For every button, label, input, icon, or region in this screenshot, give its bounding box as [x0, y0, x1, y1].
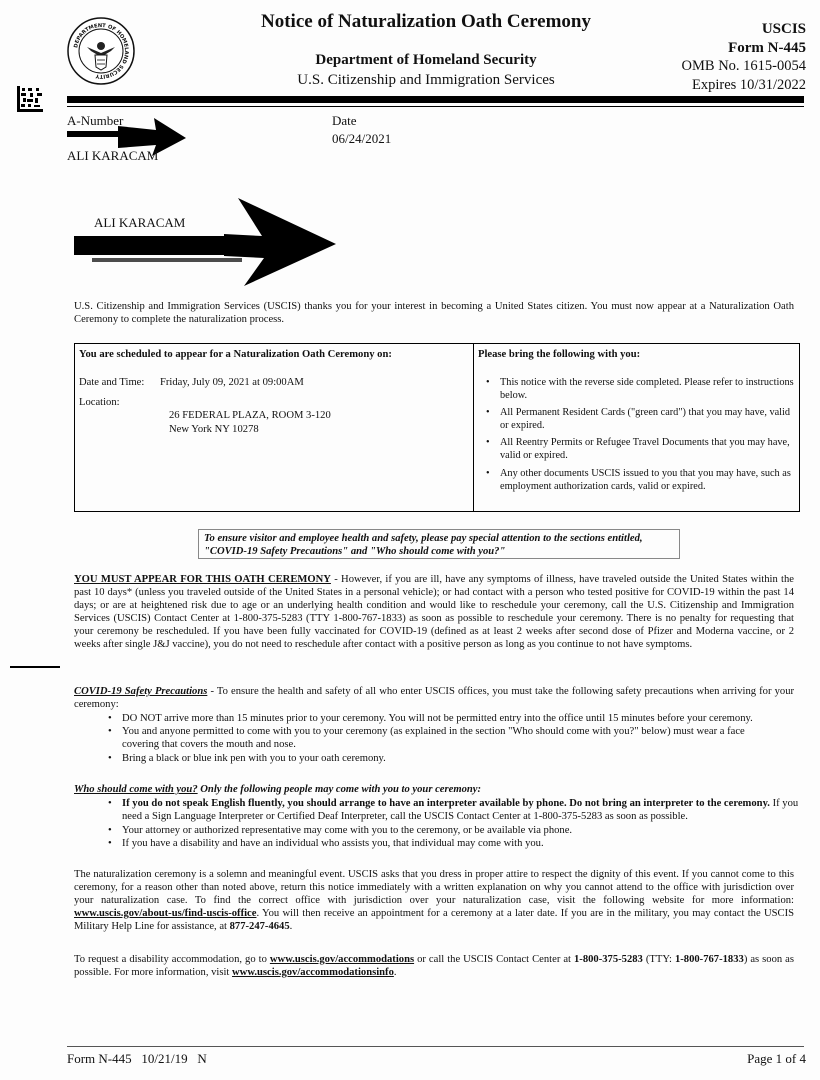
accommodations-link[interactable]: www.uscis.gov/accommodations — [269, 954, 415, 965]
disability-text-4: ) as soon as possible. For more information, visit — [74, 954, 794, 978]
solemn-text-2: . You will then receive an appointment for a ceremony at a later date. If you are in the military, you may contact the USCIS Military Help Line for assistance, at — [74, 908, 794, 932]
accommodations-info-link[interactable]: www.uscis.gov/accommodationsinfo — [232, 967, 394, 978]
solemn-text-3: . — [289, 921, 293, 932]
a-number-label: A-Number — [67, 113, 124, 128]
must-appear-body: - However, if you are ill, have any symptoms of illness, have traveled outside the United States within the past 10 days* (unless you traveled outside of the United States in a personal vehicle); or had contact with a person who tested positive for COVID-19 within the past 14 days; or are at heightened risk due to age or an underlying health condition and would like to reschedule your ceremony, call the U.S. Citizenship and Immigration Services (USCIS) Contact Center at 1-800-375-5283 (TTY 1-800-767-1833) as soon as possible to reschedule your ceremony. There is no penalty for requesting that your ceremony be rescheduled. If you have been fully vaccinated for COVID-19 (defined as at least 2 weeks after second dose of Pfizer and Moderna vaccine, or 2 weeks after single J&J vaccine), you do not need to reschedule after contact with a positive person as long as you continue to not have symptoms. — [74, 574, 794, 650]
who-section-heading — [74, 783, 794, 796]
mailing-name: ALI KARACAM — [94, 215, 186, 230]
must-appear-section — [74, 573, 794, 651]
covid-item: • Bring a black or blue ink pen with you to your oath ceremony. — [108, 752, 812, 765]
data-matrix-code — [17, 86, 43, 112]
find-office-link[interactable]: www.uscis.gov/about-us/find-uscis-office — [74, 908, 257, 919]
who-item1-rest: If you need a Sign Language Interpreter or Certified Deaf Interpreter, call the USCIS Contact Center at 1-800-375-5283 as soon as possible. — [122, 798, 799, 822]
footer-form-info: Form N-445 10/21/19 N — [67, 1051, 207, 1066]
who-item: • If you have a disability and have an individual who assists you, that individual may come with you. — [108, 837, 812, 850]
location-address-line1: 26 FEDERAL PLAZA, ROOM 3-120 — [169, 410, 331, 421]
applicant-name: ALI KARACAM — [67, 148, 159, 163]
military-help-phone: 877-247-4645 — [229, 921, 290, 932]
agency-name: U.S. Citizenship and Immigration Services — [297, 72, 555, 88]
covid-heading: COVID-19 Safety Precautions — [74, 686, 208, 697]
who-item1-bold: If you do not speak English fluently, you should arrange to have an interpreter available by phone. Do not bring an interpreter to the ceremony. — [122, 798, 770, 809]
margin-mark — [10, 666, 60, 668]
safety-notice-box — [198, 529, 680, 559]
disability-text-1: To request a disability accommodation, go to — [74, 954, 270, 965]
solemn-text-1: The naturalization ceremony is a solemn and meaningful event. USCIS asks that you dress in proper attire to respect the dignity of this event. If you cannot come to this ceremony, for a reason other than noted above, return this notice immediately with a written explanation on why you cannot attend to the office with jurisdiction over your naturalization case. To find the correct office with jurisdiction over your naturalization case, visit the following website for more information: — [74, 869, 794, 906]
covid-item: • DO NOT arrive more than 15 minutes prior to your ceremony. You will not be permitted entry into the office until 15 minutes before your ceremony. — [108, 712, 802, 725]
bring-item: • Any other documents USCIS issued to you that you may have, such as employment authorization cards, valid or expired. — [484, 468, 800, 493]
contact-center-phone: 1-800-375-5283 — [574, 954, 643, 965]
redaction-arrow-large — [224, 196, 340, 293]
form-number: Form N-445 — [728, 39, 806, 56]
bring-item: • All Permanent Resident Cards ("green card") that you may have, valid or expired. — [484, 407, 800, 432]
must-appear-heading: YOU MUST APPEAR FOR THIS OATH CEREMONY — [74, 574, 331, 585]
disability-text-3: (TTY: — [642, 954, 675, 965]
expiration-date: Expires 10/31/2022 — [692, 76, 806, 93]
bring-heading: Please bring the following with you: — [478, 349, 641, 360]
who-heading: Who should come with you? — [74, 784, 198, 795]
disability-text-5: . — [393, 967, 397, 978]
covid-item: • You and anyone permitted to come with you to your ceremony (as explained in the section "Who should come with you?" below) must wear a face covering that covers the mouth and nose. — [108, 725, 782, 751]
bring-panel — [474, 344, 799, 511]
bring-item: • All Reentry Permits or Refugee Travel Documents that you may have, valid or expired. — [484, 437, 800, 462]
intro-paragraph: U.S. Citizenship and Immigration Services (USCIS) thanks you for your interest in becoming a United States citizen. You must now appear at a Naturalization Oath Ceremony to complete the naturalization process. — [74, 301, 794, 325]
disability-text-2: or call the USCIS Contact Center at — [414, 954, 574, 965]
location-address-line2: New York NY 10278 — [169, 424, 259, 435]
date-label: Date — [332, 113, 357, 128]
who-item — [108, 797, 802, 823]
who-subheading: Only the following people may come with you to your ceremony: — [197, 784, 481, 795]
schedule-heading: You are scheduled to appear for a Naturalization Oath Ceremony on: — [79, 349, 392, 360]
schedule-panel — [75, 344, 474, 511]
location-label: Location: — [79, 397, 120, 408]
datetime-value: Friday, July 09, 2021 at 09:00AM — [160, 377, 304, 388]
address-redaction-2 — [92, 258, 242, 262]
solemn-paragraph — [74, 868, 794, 933]
form-identifier-block — [646, 20, 806, 94]
department-name: Department of Homeland Security — [315, 52, 537, 68]
safety-notice-line1: To ensure visitor and employee health and safety, please pay special attention to the sections entitled, — [204, 533, 643, 544]
form-agency: USCIS — [761, 21, 806, 37]
footer-divider — [67, 1046, 804, 1047]
bring-item: • This notice with the reverse side completed. Please refer to instructions below. — [484, 377, 800, 402]
page-title: Notice of Naturalization Oath Ceremony — [261, 11, 591, 32]
who-item: • Your attorney or authorized representative may come with you to the ceremony, or be available via phone. — [108, 824, 812, 837]
safety-notice-line2: "COVID-19 Safety Precautions" and "Who should come with you?" — [204, 546, 506, 557]
notice-date: 06/24/2021 — [332, 131, 392, 146]
header-divider-thick — [67, 96, 804, 103]
omb-number: OMB No. 1615-0054 — [681, 58, 806, 74]
covid-intro: - To ensure the health and safety of all who enter USCIS offices, you must take the following safety precautions when arriving for your ceremony: — [74, 686, 795, 710]
covid-section — [74, 685, 794, 711]
datetime-label: Date and Time: — [79, 377, 145, 388]
ceremony-schedule-box — [74, 343, 800, 512]
tty-phone: 1-800-767-1833 — [674, 954, 744, 965]
page-number: Page 1 of 4 — [747, 1051, 806, 1066]
header-divider-thin — [67, 106, 804, 107]
disability-paragraph — [74, 953, 794, 979]
svg-text:DEPARTMENT OF HOMELAND SECURIT: DEPARTMENT OF HOMELAND SECURITY — [73, 22, 130, 80]
